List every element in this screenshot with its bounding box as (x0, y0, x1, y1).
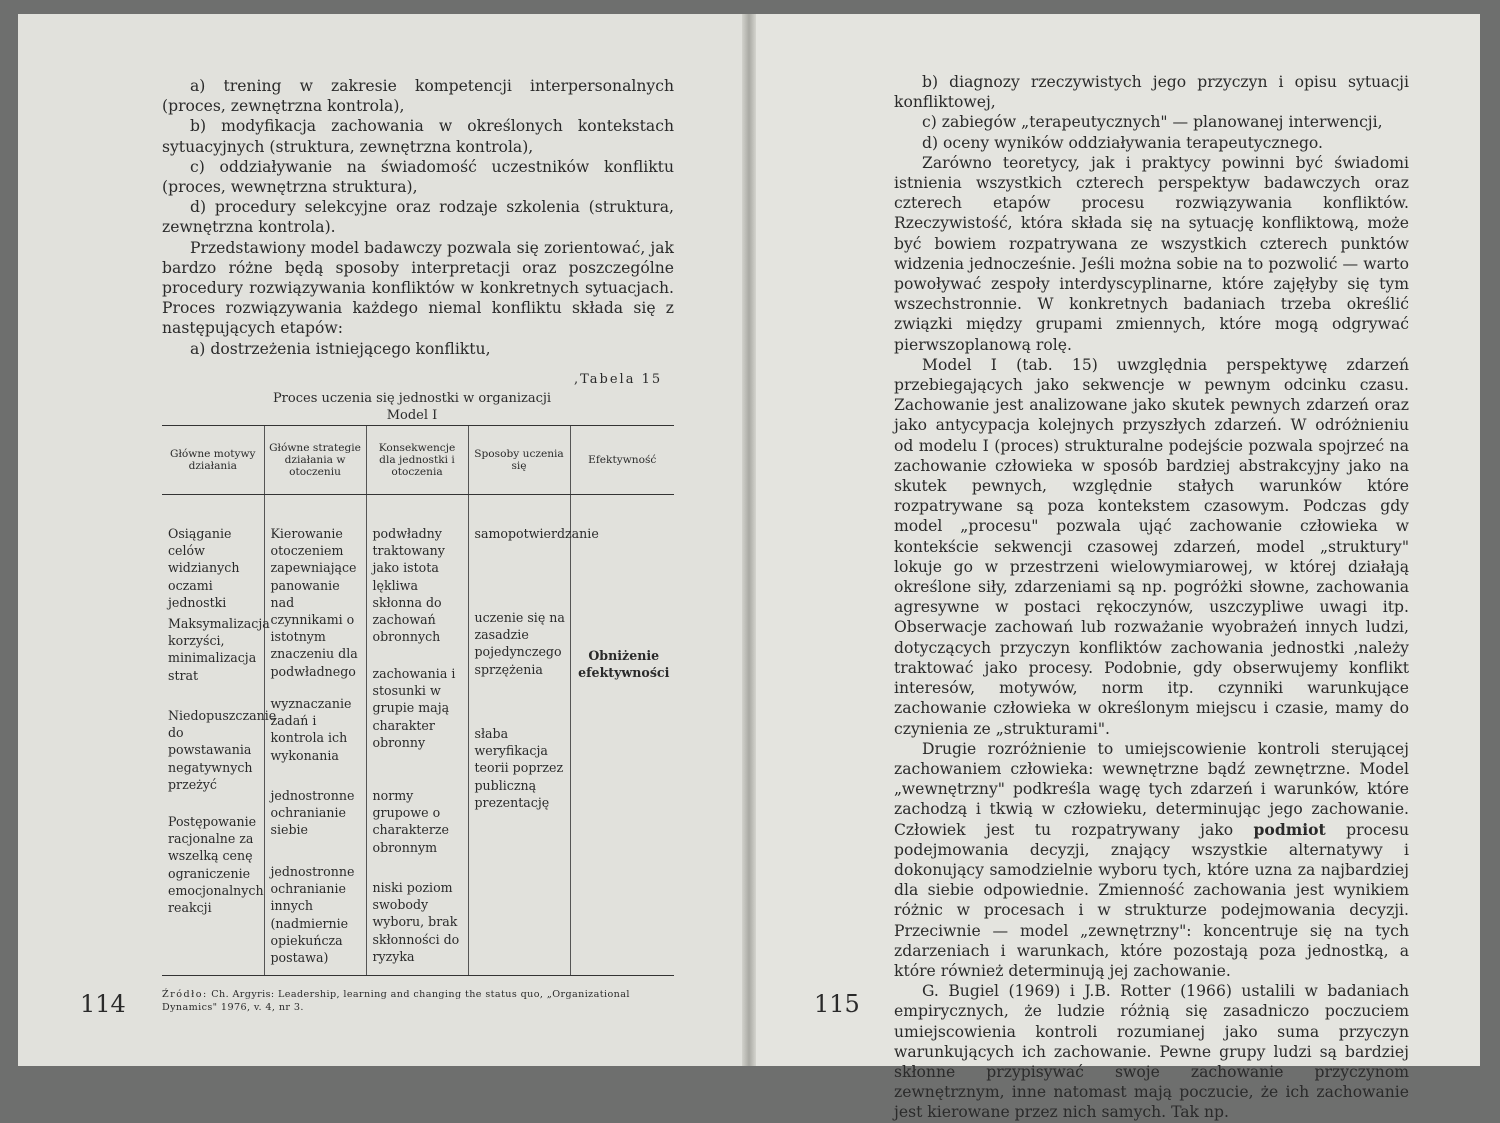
table-cell: normy grupowe o charakterze obronnym (372, 788, 449, 855)
emphasis-podmiot: podmiot (1253, 819, 1326, 839)
page-number-left: 114 (80, 990, 126, 1018)
table-cell: jednostronne ochranianie siebie (270, 788, 355, 838)
table-cell: podwładny traktowany jako istota lękliwa skłonna do zachowań obronnych (372, 526, 445, 645)
table-column-consequences (366, 495, 468, 976)
table-header-cell: Efektywność (570, 426, 674, 495)
table-cell: samopotwierdzanie (474, 526, 599, 541)
paragraph-text: Drugie rozróżnienie to umiejscowienie kontroli sterującej zachowaniem człowieka: wewnętrzne bądź zewnętrzne. Model „wewnętrzny" podkreśla wagę tych zdarzeń i warunków, które zachodzą i tkwią w człowieku, determinując jego zachowanie. Człowiek jest tu rozpatrywany jako (894, 739, 1409, 839)
left-paragraph: a) dostrzeżenia istniejącego konfliktu, (190, 339, 491, 358)
left-paragraph: b) modyfikacja zachowania w określonych kontekstach sytuacyjnych (struktura, zewnętrzna kontrola), (162, 117, 674, 156)
table-cell: słaba weryfikacja teorii poprzez publiczną prezentację (474, 726, 564, 810)
table-cell: Obniżenie efektywności (578, 648, 670, 681)
table-column-motives (162, 495, 277, 976)
table-cell: Kierowanie otoczeniem zapewniające panowanie nad czynnikami o istotnym znaczeniu dla podwładnego (270, 526, 358, 679)
right-paragraph: G. Bugiel (1969) i J.B. Rotter (1966) ustalili w badaniach empirycznych, że ludzie różnią się zasadniczo poczuciem umiejscowienia kontroli rozumianej jako suma przyczyn warunkujących ich zachowanie. Pewne grupy ludzi są bardziej skłonne przypisywać swoje zachowanie przyczynom zewnętrznym, inne natomast mają poczucie, że ich zachowanie jest kierowane przez nich samych. Tak np. (894, 982, 1409, 1122)
table-cell: Maksymalizacja korzyści, minimalizacja strat (168, 616, 270, 683)
table-header-cell: Główne motywy działania (162, 426, 264, 495)
paragraph-text: procesu podejmowania decyzji, znający wszystkie alternatywy i dokonujący samodzielnie wyboru tych, które uzna za najbardziej dla siebie odpowiednie. Zmienność zachowania jest wynikiem różnic w procesach i w strukturze podejmowania decyzji. Przeciwnie — model „zewnętrzny": koncentruje się na tych zdarzeniach i warunkach, które pozostają poza jednostką, a które również determinują jej zachowanie. (894, 820, 1409, 980)
source-text: Ch. Argyris: Leadership, learning and changing the status quo, „Organizational Dynamics" 1976, v. 4, nr 3. (162, 989, 630, 1013)
table-cell: Postępowanie racjonalne za wszelką cenę ograniczenie emocjonalnych reakcji (168, 814, 264, 916)
right-paragraph (894, 739, 1409, 981)
table-cell: Osiąganie celów widzianych oczami jednostki (168, 526, 240, 610)
table-cell: niski poziom swobody wyboru, brak skłonności do ryzyka (372, 880, 460, 964)
source-label: Źródło: (162, 989, 208, 1000)
right-paragraph: d) oceny wyników oddziaływania terapeutycznego. (922, 133, 1324, 152)
table-column-learning (468, 495, 599, 976)
table-subtitle: Model I (386, 408, 438, 423)
page-number-right: 115 (814, 990, 860, 1018)
table-header-cell: Konsekwencje dla jednostki i otoczenia (366, 426, 468, 495)
right-paragraph: b) diagnozy rzeczywistych jego przyczyn i opisu sytuacji konfliktowej, (894, 73, 1409, 112)
table-source (162, 988, 682, 1014)
right-paragraph: Zarówno teoretycy, jak i praktycy powinni być świadomi istnienia wszystkich czterech perspektyw badawczych oraz czterech etapów procesu rozwiązywania konfliktów. Rzeczywistość, która składa się na sytuację konfliktową, może być bowiem rozpatrywana ze wszystkich czterech punktów widzenia jednocześnie. Jeśli można sobie na to pozwolić — warto powoływać zespoły interdyscyplinarne, które zajęłyby się tym wszechstronnie. W konkretnych badaniach trzeba określić związki między grupami zmiennych, które mogą odgrywać pierwszoplanową rolę. (894, 153, 1409, 354)
table-header-cell: Sposoby uczenia się (468, 426, 570, 495)
model-table (162, 425, 674, 976)
table-header-cell: Główne strategie działania w otoczeniu (264, 426, 366, 495)
table-cell: uczenie się na zasadzie pojedynczego sprzężenia (474, 610, 565, 677)
table-title (260, 390, 564, 424)
right-paragraph: c) zabiegów „terapeutycznych" — planowanej interwencji, (922, 113, 1383, 132)
left-paragraph: d) procedury selekcyjne oraz rodzaje szkolenia (struktura, zewnętrzna kontrola). (162, 198, 674, 237)
table-column-effectiveness (570, 495, 674, 976)
table-cell: jednostronne ochranianie innych (nadmiernie opiekuńcza postawa) (270, 864, 355, 966)
left-paragraph: c) oddziaływanie na świadomość uczestników konfliktu (proces, wewnętrzna struktura), (162, 157, 674, 197)
left-paragraph: a) trening w zakresie kompetencji interpersonalnych (proces, zewnętrzna kontrola), (162, 77, 674, 116)
table-cell: zachowania i stosunki w grupie mają charakter obronny (372, 666, 456, 750)
book-gutter (742, 14, 756, 1066)
table-title-line: Proces uczenia się jednostki w organizacji (272, 391, 552, 406)
table-label: ,Tabela 15 (574, 372, 663, 387)
table-cell: wyznaczanie zadań i kontrola ich wykonania (270, 696, 352, 763)
left-paragraph: Przedstawiony model badawczy pozwala się zorientować, jak bardzo różne będą sposoby interpretacji oraz poszczególne procedury rozwiązywania konfliktów w konkretnych sytuacjach. Proces rozwiązywania każdego niemal konfliktu składa się z następujących etapów: (162, 238, 674, 338)
right-page-text (894, 72, 1409, 1123)
table-cell: Niedopuszczanie do powstawania negatywnych przeżyć (168, 708, 277, 792)
left-page-text (162, 76, 674, 359)
right-paragraph: Model I (tab. 15) uwzględnia perspektywę zdarzeń przebiegających jako sekwencje w pewnym odcinku czasu. Zachowanie jest analizowane jako skutek pewnych zdarzeń oraz jako antycypacja kolejnych przyszłych zdarzeń. W odróżnieniu od modelu I (proces) strukturalne podejście pozwala spojrzeć na zachowanie człowieka w sposób bardziej abstrakcyjny jako na skutek pewnych, względnie stałych warunków które rozpatrywane są poza kontekstem czasowym. Podczas gdy model „procesu" pozwala ująć zachowanie człowieka w kontekście sekwencji czasowej zdarzeń, model „struktury" lokuje go w przestrzeni wielowymiarowej, w której działają określone siły, zdarzeniami są np. pogróżki słowne, zachowania agresywne w postaci rękoczynów, uszczypliwe uwagi itp. Obserwacje zachowań lub rozważanie wyobrażeń innych ludzi, dotyczących przyczyn konfliktów zachowania jednostki ,należy traktować jako procesy. Podobnie, gdy obserwujemy konflikt interesów, motywów, norm itp. czynniki warunkujące zachowanie człowieka w określonym miejscu i czasie, mamy do czynienia ze „strukturami". (894, 355, 1409, 738)
table-column-strategies (264, 495, 366, 976)
